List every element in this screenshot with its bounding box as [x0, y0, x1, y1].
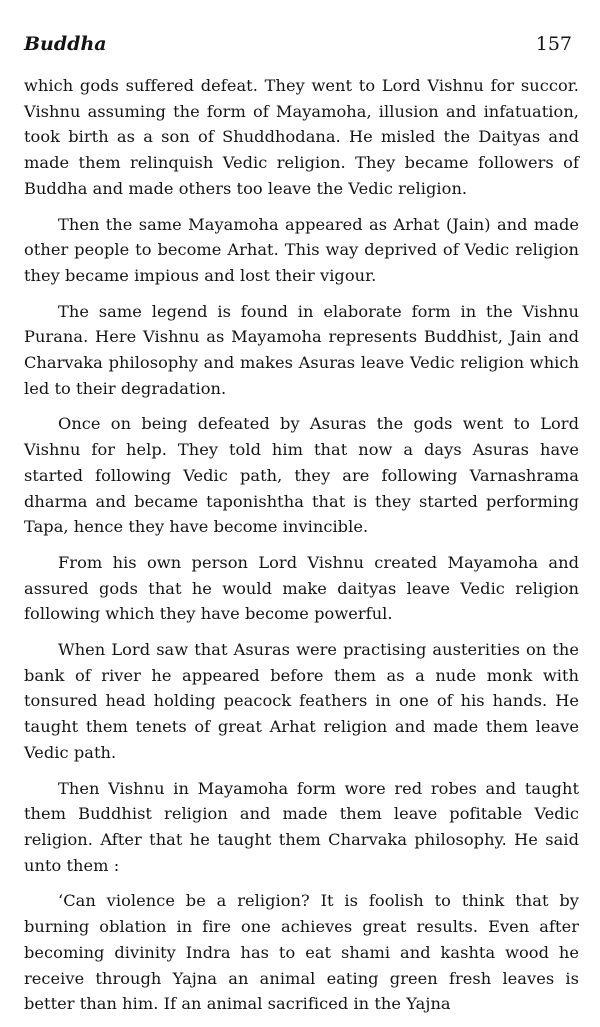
- paragraph: When Lord saw that Asuras were practising austerities on the bank of river he appeared before them as a nude monk with tonsured head holding peacock feathers in one of his hands. He taught them tenets of great Arhat religion and made them leave Vedic path.: [24, 640, 579, 762]
- paragraph: Then Vishnu in Mayamoha form wore red robes and taught them Buddhist religion and made them leave pofitable Vedic religion. After that he taught them Charvaka philosophy. He said unto them :: [24, 778, 579, 875]
- paragraph: From his own person Lord Vishnu created Mayamoha and assured gods that he would make daityas leave Vedic religion following which they have become powerful.: [24, 552, 579, 624]
- page-number: 157: [535, 33, 572, 55]
- paragraph: The same legend is found in elaborate form in the Vishnu Purana. Here Vishnu as Mayamoha represents Buddhist, Jain and Charvaka philosophy and makes Asuras leave Vedic religion which led to their degradation.: [24, 301, 579, 398]
- paragraph: ‘Can violence be a religion? It is foolish to think that by burning oblation in fire one achieves great results. Even after becoming divinity Indra has to eat shami and kashta wood he receive through Yajna an animal eating green fresh leaves is better than him. If an animal sacrificed in the Yajna: [24, 891, 579, 1014]
- paragraph: which gods suffered defeat. They went to Lord Vishnu for succor. Vishnu assuming the form of Mayamoha, illusion and infatuation, took birth as a son of Shuddhodana. He misled the Daityas and made them relinquish Vedic religion. They became followers of Buddha and made others too leave the Vedic religion.: [24, 76, 579, 198]
- running-title: Buddha: [24, 33, 107, 55]
- body-text: [24, 73, 579, 1027]
- paragraph: Once on being defeated by Asuras the gods went to Lord Vishnu for help. They told him that now a days Asuras have started following Vedic path, they are following Varnashrama dharma and became taponishtha that is they started performing Tapa, hence they have become invincible.: [24, 414, 579, 537]
- paragraph: Then the same Mayamoha appeared as Arhat (Jain) and made other people to become Arhat. This way deprived of Vedic religion they became impious and lost their vigour.: [24, 214, 579, 285]
- running-header: [24, 30, 572, 58]
